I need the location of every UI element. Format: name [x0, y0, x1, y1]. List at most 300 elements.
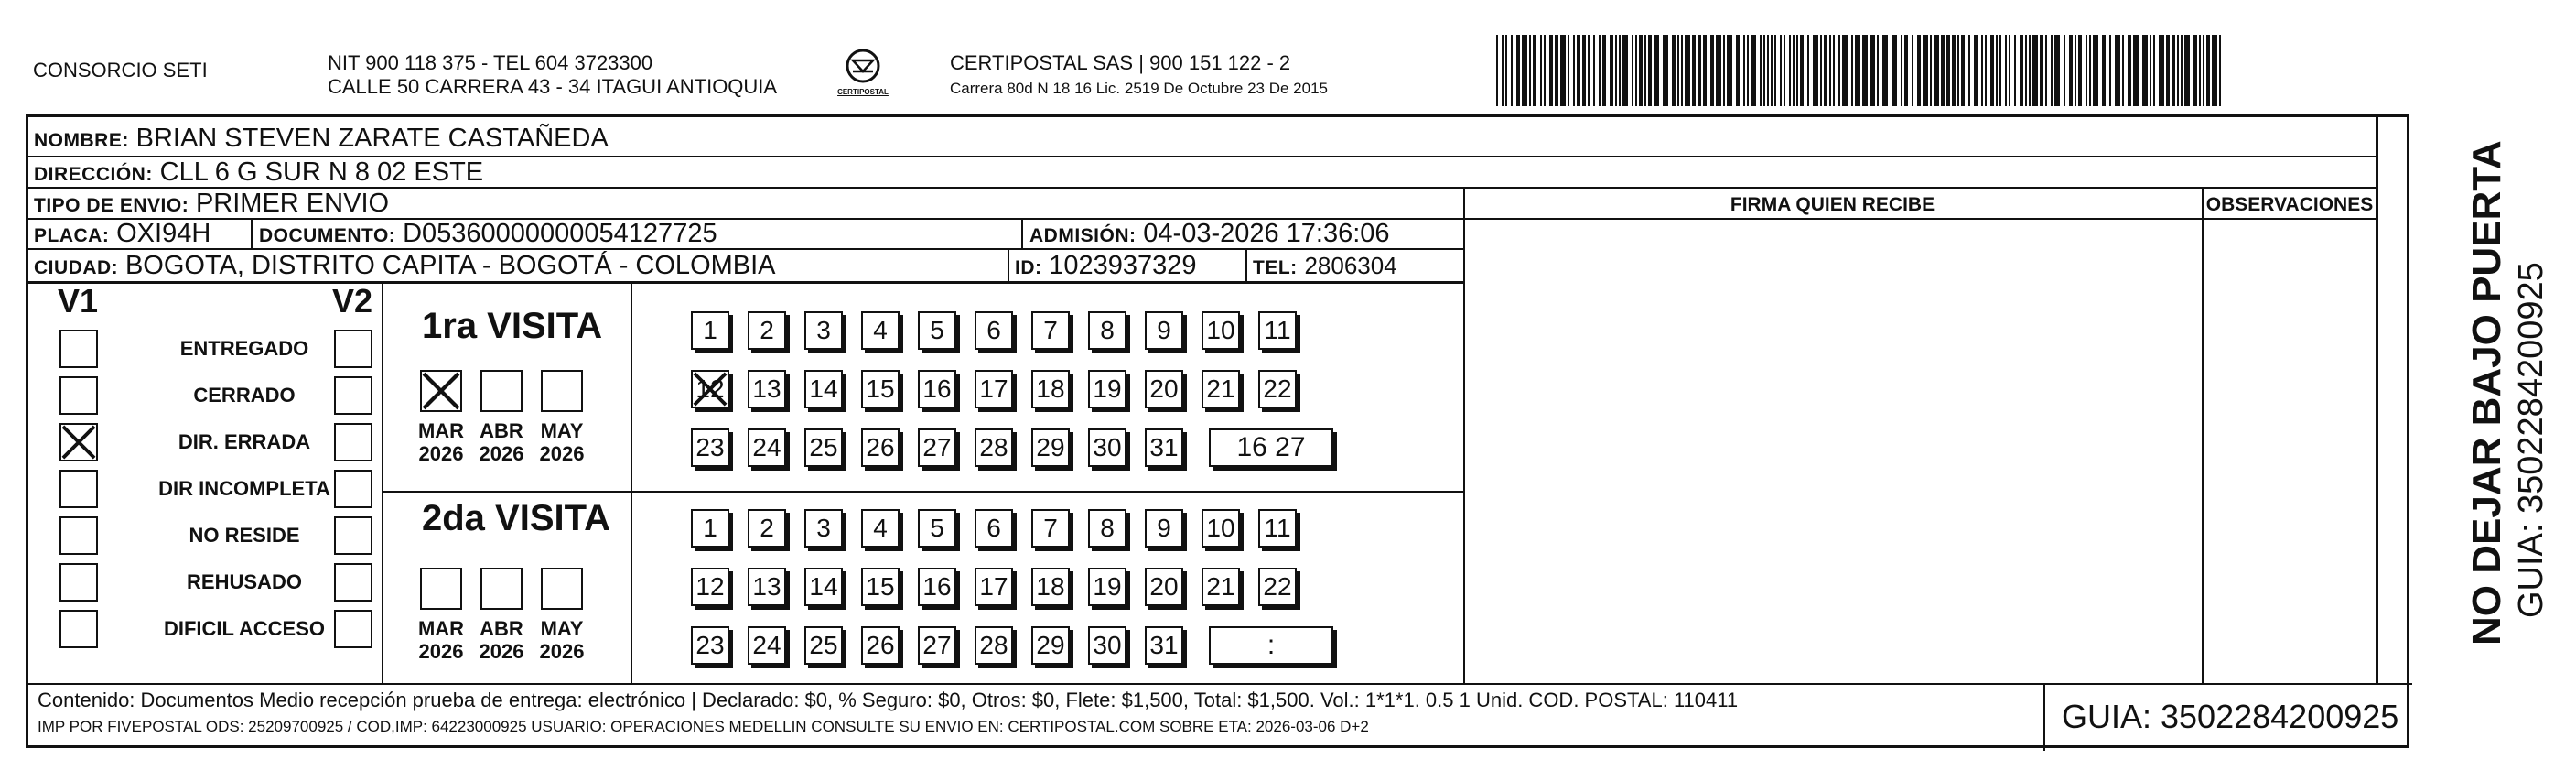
direccion-value: CLL 6 G SUR N 8 02 ESTE: [159, 157, 484, 187]
barcode-bar: [2203, 35, 2204, 106]
placa-cell: PLACA: OXI94H: [34, 219, 211, 248]
barcode-bar: [2109, 35, 2111, 106]
barcode-bar: [2045, 35, 2047, 106]
month-year: 2026: [418, 640, 464, 663]
month-name: MAR: [417, 617, 465, 640]
visit1-day-box[interactable]: [1145, 370, 1183, 408]
firma-header: FIRMA QUIEN RECIBE: [1730, 194, 1935, 215]
v1-title: V1: [58, 282, 99, 320]
day-number: 6: [986, 514, 1001, 542]
day-number: 15: [866, 374, 895, 403]
barcode-bar: [1990, 35, 1994, 106]
visit2-day-box[interactable]: [1145, 509, 1183, 548]
barcode-bar: [1985, 35, 1987, 106]
day-number: 24: [752, 433, 781, 461]
logo-text: CERTIPOSTAL: [837, 88, 889, 96]
barcode-bar: [1917, 35, 1921, 106]
month-name: MAY: [540, 617, 584, 640]
visit1-month-checkbox[interactable]: [480, 370, 523, 412]
direccion-row: DIRECCIÓN: CLL 6 G SUR N 8 02 ESTE: [34, 157, 484, 187]
barcode-bar: [2122, 35, 2124, 106]
visit1-day-box[interactable]: [748, 428, 786, 467]
barcode-bar: [2075, 35, 2076, 106]
visit2-day-box[interactable]: [1145, 568, 1183, 606]
placa-value: OXI94H: [116, 219, 211, 248]
visit1-day-box[interactable]: [748, 311, 786, 350]
day-number: 14: [809, 374, 838, 403]
barcode-bar: [2142, 35, 2148, 106]
no-dejar-text: NO DEJAR BAJO PUERTA: [2464, 140, 2509, 645]
day-number: 6: [986, 316, 1001, 344]
barcode-bar: [2078, 35, 2082, 106]
v1-checkbox[interactable]: [59, 423, 98, 461]
barcode-bar: [1877, 35, 1879, 106]
visit1-day-box[interactable]: [1088, 311, 1126, 350]
barcode-bar: [2020, 35, 2023, 106]
visit2-time-box[interactable]: [1209, 626, 1333, 665]
barcode-bar: [1716, 35, 1721, 106]
documento-value: D05360000000054127725: [403, 219, 717, 248]
visit2-day-box[interactable]: [861, 509, 900, 548]
barcode-bar: [1763, 35, 1765, 106]
barcode-bar: [2181, 35, 2183, 106]
barcode-bar: [1901, 35, 1902, 106]
visit1-month-checkbox[interactable]: [420, 370, 462, 412]
barcode-bar: [1807, 35, 1809, 106]
day-number: 14: [809, 572, 838, 601]
visit1-day-box[interactable]: [1088, 428, 1126, 467]
day-number: 18: [1036, 374, 1065, 403]
barcode-bar: [1851, 35, 1853, 106]
day-number: 13: [752, 374, 781, 403]
day-number: 3: [816, 514, 831, 542]
visit2-day-box[interactable]: [1258, 568, 1297, 606]
x-mark-icon: [422, 372, 460, 410]
visit1-title: 1ra VISITA: [422, 306, 603, 346]
barcode-bar: [1974, 35, 1978, 106]
visit1-day-box[interactable]: [1145, 428, 1183, 467]
barcode-bar: [2005, 35, 2007, 106]
visit1-day-box[interactable]: [1031, 311, 1070, 350]
visit1-day-box[interactable]: [1088, 370, 1126, 408]
visit1-month-label: [530, 419, 594, 465]
barcode-bar: [2115, 35, 2120, 106]
month-name: ABR: [480, 617, 523, 640]
barcode-bar: [1496, 35, 1498, 106]
visit1-day-box[interactable]: [691, 370, 729, 408]
day-number: 23: [695, 433, 725, 461]
visit2-day-box[interactable]: [691, 509, 729, 548]
barcode-bar: [1784, 35, 1785, 106]
day-number: 20: [1149, 572, 1179, 601]
day-number: 28: [979, 433, 1008, 461]
day-number: 17: [979, 374, 1008, 403]
day-number: 30: [1093, 631, 1122, 659]
barcode-bar: [1577, 35, 1580, 106]
day-number: 18: [1036, 572, 1065, 601]
barcode-bar: [1710, 35, 1714, 106]
barcode-bar: [1930, 35, 1932, 106]
barcode-bar: [1593, 35, 1595, 106]
day-number: 1: [703, 514, 717, 542]
barcode-bar: [1824, 35, 1827, 106]
month-year: 2026: [539, 442, 585, 465]
v2-title: V2: [332, 282, 373, 320]
v1-checkbox[interactable]: [59, 330, 98, 368]
day-number: 13: [752, 572, 781, 601]
visit2-day-box[interactable]: [918, 626, 956, 665]
day-number: 30: [1093, 433, 1122, 461]
barcode-bar: [1533, 35, 1536, 106]
status-label: CERRADO: [193, 384, 296, 407]
barcode-bar: [1654, 35, 1659, 106]
visit2-month-checkbox[interactable]: [541, 568, 583, 610]
visit1-day-box[interactable]: [975, 370, 1013, 408]
visit2-day-box[interactable]: [1202, 509, 1240, 548]
day-number: 31: [1149, 631, 1179, 659]
day-number: 10: [1206, 514, 1235, 542]
barcode-bar: [1573, 35, 1575, 106]
barcode-bar: [1780, 35, 1782, 106]
barcode-bar: [1796, 35, 1798, 106]
day-number: 17: [979, 572, 1008, 601]
visit1-day-box[interactable]: [804, 370, 843, 408]
barcode-bar: [1999, 35, 2001, 106]
x-mark-icon: [693, 372, 728, 407]
barcode-bar: [2153, 35, 2155, 106]
visit2-month-checkbox[interactable]: [420, 568, 462, 610]
visit2-day-box[interactable]: [1031, 626, 1070, 665]
visit2-title: 2da VISITA: [422, 498, 610, 538]
visit2-day-box[interactable]: [1088, 626, 1126, 665]
tel-value: 2806304: [1304, 252, 1397, 279]
visit2-day-box[interactable]: [861, 568, 900, 606]
visit2-day-box[interactable]: [1258, 509, 1297, 548]
x-mark-icon: [61, 425, 96, 460]
visit2-day-box[interactable]: [1145, 626, 1183, 665]
delivery-form: [26, 114, 2409, 748]
address-line: CALLE 50 CARRERA 43 - 34 ITAGUI ANTIOQUIA: [328, 75, 778, 98]
visit2-day-box[interactable]: [748, 509, 786, 548]
barcode-bar: [1698, 35, 1701, 106]
day-number: 16: [922, 374, 952, 403]
barcode-bar: [1743, 35, 1745, 106]
barcode-bar: [2032, 35, 2038, 106]
month-year: 2026: [539, 640, 585, 663]
barcode-bar: [1692, 35, 1696, 106]
day-number: 15: [866, 572, 895, 601]
visit2-day-box[interactable]: [804, 626, 843, 665]
barcode-bar: [1602, 35, 1606, 106]
visit1-day-box[interactable]: [975, 311, 1013, 350]
barcode-bar: [1981, 35, 1983, 106]
certipostal-logo: [831, 44, 895, 104]
barcode-bar: [1957, 35, 1959, 106]
barcode-bar: [1774, 35, 1776, 106]
day-number: 11: [1264, 316, 1291, 344]
day-number: 10: [1206, 316, 1235, 344]
barcode-bar: [2206, 35, 2210, 106]
barcode-bar: [1635, 35, 1637, 106]
day-number: 2: [760, 316, 774, 344]
barcode-bar: [1934, 35, 1939, 106]
status-label: ENTREGADO: [179, 337, 309, 360]
barcode-bar: [1996, 35, 1998, 106]
visit1-day-box[interactable]: [804, 428, 843, 467]
barcode-bar: [2172, 35, 2175, 106]
barcode-bar: [1622, 35, 1628, 106]
barcode-bar: [1619, 35, 1621, 106]
license-line: Carrera 80d N 18 16 Lic. 2519 De Octubre 23 De 2015: [950, 80, 1328, 97]
barcode-bar: [1555, 35, 1558, 106]
day-number: 25: [809, 631, 838, 659]
time-value: :: [1266, 630, 1276, 660]
time-value: 16 27: [1236, 432, 1306, 462]
side-guia-text: GUIA: 3502284200925: [2512, 262, 2550, 618]
barcode-bar: [1882, 35, 1888, 106]
visit1-day-box[interactable]: [691, 311, 729, 350]
barcode-bar: [2009, 35, 2010, 106]
v1-checkbox[interactable]: [59, 376, 98, 415]
barcode-bar: [1813, 35, 1818, 106]
visit2-day-box[interactable]: [691, 626, 729, 665]
barcode-bar: [2051, 35, 2053, 106]
barcode-bar: [1549, 35, 1553, 106]
barcode-bar: [2199, 35, 2201, 106]
barcode-bar: [1833, 35, 1835, 106]
barcode-bar: [1632, 35, 1633, 106]
barcode-bar: [1568, 35, 1569, 106]
month-year: 2026: [418, 442, 464, 465]
visit1-time-box[interactable]: [1209, 428, 1333, 467]
day-number: 27: [922, 631, 952, 659]
imp-text: IMP POR FIVEPOSTAL ODS: 25209700925 / COD,IMP: 64223000925 USUARIO: OPERACIONES MEDELLIN CONSULTE SU ENVIO EN: CERTIPOSTAL.COM SOBRE ETA: 2026-03-06 D+2: [38, 718, 1369, 735]
barcode-bar: [2040, 35, 2043, 106]
barcode-bar: [2014, 35, 2016, 106]
day-number: 5: [930, 514, 944, 542]
day-number: 11: [1264, 514, 1291, 542]
visit1-day-box[interactable]: [1202, 370, 1240, 408]
barcode-bar: [1838, 35, 1840, 106]
barcode-bar: [1560, 35, 1566, 106]
day-number: 9: [1157, 316, 1171, 344]
barcode-bar: [2054, 35, 2060, 106]
day-number: 3: [816, 316, 831, 344]
contenido-text: Contenido: Documentos Medio recepción prueba de entrega: electrónico | Declarado: $0, % Seguro: $0, Otros: $0, Flete: $1,500, Total: $1,500. Vol.: 1*1*1. 0.5 1 Unid. COD. POSTAL: 110411: [38, 689, 1739, 711]
visit1-day-box[interactable]: [1258, 370, 1297, 408]
barcode-bar: [1610, 35, 1613, 106]
barcode-bar: [1904, 35, 1908, 106]
day-number: 4: [873, 316, 888, 344]
barcode-bar: [1946, 35, 1950, 106]
visit2-month-label: [530, 617, 594, 663]
day-number: 26: [866, 631, 895, 659]
barcode-bar: [1862, 35, 1868, 106]
barcode-bar: [1767, 35, 1769, 106]
day-number: 16: [922, 572, 952, 601]
visit2-day-box[interactable]: [918, 509, 956, 548]
visit1-day-box[interactable]: [1258, 311, 1297, 350]
visit2-day-box[interactable]: [748, 626, 786, 665]
visit2-day-box[interactable]: [975, 509, 1013, 548]
v1-checkbox[interactable]: [59, 470, 98, 508]
visit2-day-box[interactable]: [1202, 568, 1240, 606]
visit2-day-box[interactable]: [748, 568, 786, 606]
barcode-bar: [1677, 35, 1679, 106]
day-number: 20: [1149, 374, 1179, 403]
observaciones-header: OBSERVACIONES: [2205, 194, 2374, 215]
day-number: 19: [1093, 374, 1122, 403]
month-name: MAR: [417, 419, 465, 442]
visit2-day-box[interactable]: [975, 568, 1013, 606]
visit1-day-box[interactable]: [861, 370, 900, 408]
barcode-bar: [2064, 35, 2065, 106]
barcode-bar: [2193, 35, 2197, 106]
ciudad-value: BOGOTA, DISTRITO CAPITA - BOGOTÁ - COLOMBIA: [124, 251, 776, 280]
visit1-day-box[interactable]: [1202, 311, 1240, 350]
barcode-bar: [2128, 35, 2131, 106]
certipostal-line: CERTIPOSTAL SAS | 900 151 122 - 2: [950, 51, 1291, 74]
visit1-day-box[interactable]: [1031, 428, 1070, 467]
tel-cell: TEL: 2806304: [1253, 252, 1397, 279]
visit2-day-box[interactable]: [804, 509, 843, 548]
barcode-bar: [1855, 35, 1860, 106]
visit1-day-box[interactable]: [918, 370, 956, 408]
barcode-bar: [2166, 35, 2170, 106]
day-number: 22: [1263, 572, 1292, 601]
barcode-bar: [1644, 35, 1646, 106]
visit1-day-box[interactable]: [804, 311, 843, 350]
visit1-day-box[interactable]: [748, 370, 786, 408]
nit-line: NIT 900 118 375 - TEL 604 3723300: [328, 51, 653, 74]
ciudad-cell: CIUDAD: BOGOTA, DISTRITO CAPITA - BOGOTÁ - COLOMBIA: [34, 251, 776, 280]
visit1-day-box[interactable]: [918, 311, 956, 350]
barcode-bar: [1672, 35, 1676, 106]
barcode-bar: [1968, 35, 1970, 106]
barcode-bar: [1615, 35, 1617, 106]
visit2-day-box[interactable]: [975, 626, 1013, 665]
visit2-month-checkbox[interactable]: [480, 568, 523, 610]
barcode-bar: [2177, 35, 2179, 106]
visit1-day-box[interactable]: [691, 428, 729, 467]
visit1-day-box[interactable]: [1145, 311, 1183, 350]
barcode-bar: [2133, 35, 2139, 106]
visit2-day-box[interactable]: [1031, 568, 1070, 606]
barcode-bar: [1800, 35, 1804, 106]
barcode-bar: [2159, 35, 2164, 106]
visit1-day-box[interactable]: [918, 428, 956, 467]
barcode-bar: [2025, 35, 2027, 106]
day-number: 12: [695, 572, 725, 601]
barcode-bar: [1599, 35, 1601, 106]
day-number: 9: [1157, 514, 1171, 542]
visit2-day-box[interactable]: [861, 626, 900, 665]
visit1-month-label: [469, 419, 534, 465]
barcode-bar: [1912, 35, 1913, 106]
visit2-day-box[interactable]: [1031, 509, 1070, 548]
visit1-day-box[interactable]: [861, 311, 900, 350]
barcode-bar: [1892, 35, 1897, 106]
day-number: 28: [979, 631, 1008, 659]
status-label: NO RESIDE: [189, 524, 300, 547]
barcode-bar: [1588, 35, 1590, 106]
barcode-bar: [1502, 35, 1504, 106]
documento-cell: DOCUMENTO: D05360000000054127725: [259, 219, 717, 248]
tipo-value: PRIMER ENVIO: [195, 189, 390, 218]
barcode-bar: [1870, 35, 1875, 106]
barcode-bar: [1727, 35, 1732, 106]
visit1-day-box[interactable]: [1031, 370, 1070, 408]
admision-value: 04-03-2026 17:36:06: [1143, 219, 1390, 248]
barcode-bar: [1961, 35, 1965, 106]
visit2-day-box[interactable]: [918, 568, 956, 606]
day-number: 24: [752, 631, 781, 659]
month-name: MAY: [540, 419, 584, 442]
barcode-bar: [2093, 35, 2098, 106]
month-name: ABR: [480, 419, 523, 442]
barcode-bar: [1516, 35, 1520, 106]
day-number: 4: [873, 514, 888, 542]
barcode-bar: [1663, 35, 1668, 106]
barcode-bar: [1771, 35, 1773, 106]
barcode-bar: [1544, 35, 1546, 106]
day-number: 22: [1263, 374, 1292, 403]
visit1-day-box[interactable]: [975, 428, 1013, 467]
v1-checkbox[interactable]: [59, 563, 98, 602]
visit2-day-box[interactable]: [691, 568, 729, 606]
barcode-bar: [1820, 35, 1822, 106]
barcode-bar: [1952, 35, 1956, 106]
day-number: 2: [760, 514, 774, 542]
id-value: 1023937329: [1049, 251, 1197, 280]
barcode-bar: [1793, 35, 1795, 106]
day-number: 23: [695, 631, 725, 659]
visit1-month-checkbox[interactable]: [541, 370, 583, 412]
visit2-day-box[interactable]: [1088, 568, 1126, 606]
barcode-bar: [1648, 35, 1652, 106]
v1-checkbox[interactable]: [59, 516, 98, 555]
barcode-bar: [1505, 35, 1507, 106]
admision-cell: ADMISIÓN: 04-03-2026 17:36:06: [1029, 219, 1390, 248]
visit1-day-box[interactable]: [861, 428, 900, 467]
day-number: 21: [1206, 374, 1235, 403]
visit2-day-box[interactable]: [1088, 509, 1126, 548]
barcode-bar: [1685, 35, 1690, 106]
barcode-bar: [1723, 35, 1725, 106]
barcode-bar: [1582, 35, 1586, 106]
barcode-bar: [1829, 35, 1831, 106]
day-number: 29: [1036, 631, 1065, 659]
day-number: 7: [1043, 316, 1058, 344]
day-number: 8: [1100, 316, 1115, 344]
day-number: 25: [809, 433, 838, 461]
v1-checkbox[interactable]: [59, 610, 98, 648]
barcode-bar: [1923, 35, 1928, 106]
month-year: 2026: [479, 640, 524, 663]
day-number: 8: [1100, 514, 1115, 542]
barcode-bar: [2219, 35, 2221, 106]
visit2-month-label: [469, 617, 534, 663]
barcode-bar: [2150, 35, 2151, 106]
barcode-bar: [1789, 35, 1791, 106]
visit1-month-label: [409, 419, 473, 465]
barcode-bar: [2089, 35, 2091, 106]
visit2-day-box[interactable]: [804, 568, 843, 606]
barcode-bar: [2029, 35, 2031, 106]
barcode: [1496, 35, 2224, 106]
barcode-bar: [2212, 35, 2217, 106]
barcode-bar: [1681, 35, 1683, 106]
